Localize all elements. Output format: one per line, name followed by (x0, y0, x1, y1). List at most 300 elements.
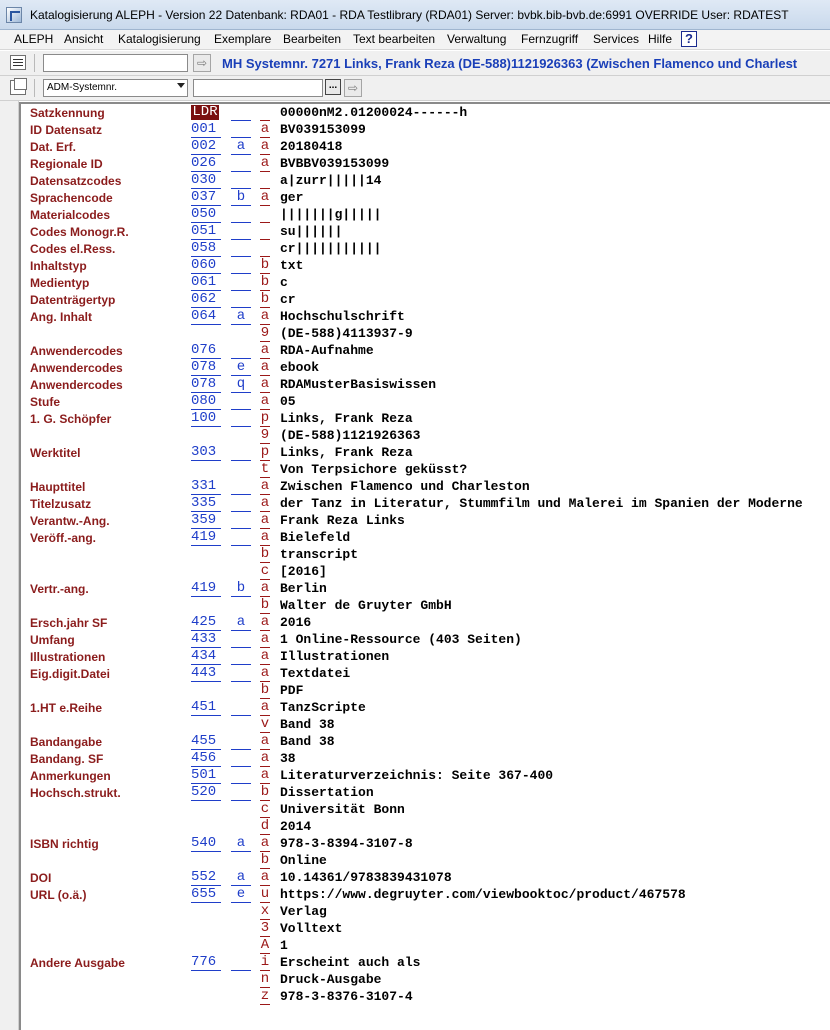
field-row[interactable] (0, 852, 830, 869)
field-label: Stufe (30, 395, 60, 409)
field-row[interactable] (0, 308, 830, 325)
field-row[interactable] (0, 563, 830, 580)
window-title: Katalogisierung ALEPH - Version 22 Datenbank: RDA01 - RDA Testlibrary (RDA01) Server: bvbk.bib-bvb.de:6991 OVERRIDE User: RDATEST (30, 8, 789, 22)
field-label: Titelzusatz (30, 497, 92, 511)
field-tag[interactable]: 540 (191, 836, 221, 852)
toolbar-search (0, 76, 830, 101)
field-row[interactable] (0, 937, 830, 954)
field-value[interactable]: 2014 (280, 819, 312, 834)
field-tag[interactable]: 451 (191, 700, 221, 716)
subfield-code[interactable]: x (260, 903, 270, 919)
field-row[interactable] (0, 580, 830, 597)
field-tag[interactable]: 076 (191, 343, 221, 359)
subfield-code[interactable]: p (260, 410, 270, 426)
field-value[interactable]: PDF (280, 683, 304, 698)
subfield-code[interactable]: a (260, 631, 270, 647)
field-indicator[interactable]: a (231, 836, 251, 852)
field-value[interactable]: Textdatei (280, 666, 351, 681)
field-indicator[interactable] (231, 530, 251, 546)
field-label: 1. G. Schöpfer (30, 412, 112, 426)
field-indicator[interactable] (231, 513, 251, 529)
field-row[interactable] (0, 954, 830, 971)
subfield-code[interactable]: c (260, 563, 270, 579)
subfield-code[interactable]: p (260, 444, 270, 460)
field-value[interactable]: su|||||| (280, 224, 343, 239)
search-input[interactable] (193, 79, 323, 97)
subfield-code[interactable]: n (260, 971, 270, 987)
field-tag[interactable]: 080 (191, 394, 221, 410)
field-value[interactable]: Hochschulschrift (280, 309, 405, 324)
field-indicator[interactable]: a (231, 870, 251, 886)
field-tag[interactable]: 455 (191, 734, 221, 750)
field-row[interactable] (0, 206, 830, 223)
field-row[interactable] (0, 359, 830, 376)
field-value[interactable]: 1 Online-Ressource (403 Seiten) (280, 632, 522, 647)
field-value[interactable]: Bielefeld (280, 530, 351, 545)
field-row[interactable] (0, 767, 830, 784)
field-row[interactable] (0, 512, 830, 529)
field-value[interactable]: Illustrationen (280, 649, 390, 664)
toolbar-record (0, 51, 830, 76)
field-tag[interactable]: 434 (191, 649, 221, 665)
field-tag[interactable]: 433 (191, 632, 221, 648)
field-tag[interactable]: 335 (191, 496, 221, 512)
field-value[interactable]: RDA-Aufnahme (280, 343, 374, 358)
field-indicator[interactable] (231, 479, 251, 495)
subfield-code[interactable]: a (260, 308, 270, 324)
field-row[interactable] (0, 614, 830, 631)
menu-verwaltung[interactable]: Verwaltung (447, 32, 507, 46)
field-label: Bandangabe (30, 735, 103, 749)
field-indicator[interactable] (231, 241, 251, 257)
field-indicator[interactable] (231, 666, 251, 682)
field-tag[interactable]: 058 (191, 241, 221, 257)
field-row[interactable] (0, 631, 830, 648)
field-value[interactable]: Links, Frank Reza (280, 445, 413, 460)
field-value[interactable]: Erscheint auch als (280, 955, 421, 970)
field-row[interactable] (0, 801, 830, 818)
field-row[interactable] (0, 682, 830, 699)
menu-bar (0, 30, 830, 50)
search-type-value: ADM-Systemnr. (47, 82, 118, 93)
field-row[interactable] (0, 121, 830, 138)
field-tag[interactable]: 359 (191, 513, 221, 529)
field-tag[interactable]: 078 (191, 360, 221, 376)
field-row[interactable] (0, 274, 830, 291)
field-value[interactable]: Universität Bonn (280, 802, 405, 817)
field-row[interactable] (0, 869, 830, 886)
field-indicator[interactable] (231, 207, 251, 223)
field-indicator[interactable] (231, 700, 251, 716)
subfield-code[interactable]: a (260, 835, 270, 851)
field-value[interactable]: a|zurr|||||14 (280, 173, 382, 188)
field-tag[interactable]: 776 (191, 955, 221, 971)
field-value[interactable]: 1 (280, 938, 288, 953)
field-indicator[interactable] (231, 156, 251, 172)
field-value[interactable]: 05 (280, 394, 296, 409)
subfield-code[interactable]: a (260, 393, 270, 409)
field-row[interactable] (0, 903, 830, 920)
subfield-code[interactable]: a (260, 699, 270, 715)
field-indicator[interactable] (231, 275, 251, 291)
field-value[interactable]: Band 38 (280, 717, 335, 732)
field-label: Ersch.jahr SF (30, 616, 108, 630)
field-value[interactable]: Berlin (280, 581, 327, 596)
field-label: Umfang (30, 633, 75, 647)
field-tag[interactable]: 061 (191, 275, 221, 291)
field-row[interactable] (0, 291, 830, 308)
field-tag[interactable]: 419 (191, 581, 221, 597)
field-tag[interactable]: 443 (191, 666, 221, 682)
field-label: Anwendercodes (30, 344, 123, 358)
field-value[interactable]: RDAMusterBasiswissen (280, 377, 437, 392)
subfield-code[interactable] (260, 105, 270, 121)
subfield-code[interactable]: A (260, 937, 270, 953)
subfield-code[interactable]: a (260, 750, 270, 766)
field-tag[interactable]: 050 (191, 207, 221, 223)
field-indicator[interactable] (231, 785, 251, 801)
subfield-code[interactable]: a (260, 733, 270, 749)
field-row[interactable] (0, 495, 830, 512)
menu-fernzugriff[interactable]: Fernzugriff (521, 32, 579, 46)
subfield-code[interactable] (260, 173, 270, 189)
field-label: URL (o.ä.) (30, 888, 87, 902)
field-label: Andere Ausgabe (30, 956, 125, 970)
field-indicator[interactable]: a (231, 615, 251, 631)
field-label: Medientyp (30, 276, 90, 290)
field-value[interactable]: 10.14361/9783839431078 (280, 870, 452, 885)
subfield-code[interactable]: b (260, 257, 270, 273)
field-indicator[interactable] (231, 173, 251, 189)
app-icon (6, 7, 22, 23)
menu-hilfe[interactable]: Hilfe (648, 32, 673, 46)
field-label: Anwendercodes (30, 361, 123, 375)
field-value[interactable]: 00000nM2.01200024------h (280, 105, 468, 120)
subfield-code[interactable]: a (260, 869, 270, 885)
subfield-code[interactable]: a (260, 342, 270, 358)
field-row[interactable] (0, 104, 830, 121)
field-indicator[interactable] (231, 496, 251, 512)
field-tag[interactable]: 419 (191, 530, 221, 546)
field-label: DOI (30, 871, 52, 885)
field-row[interactable] (0, 189, 830, 206)
field-value[interactable]: (DE-588)4113937-9 (280, 326, 413, 341)
field-label: ID Datensatz (30, 123, 103, 137)
subfield-code[interactable]: u (260, 886, 270, 902)
field-tag[interactable]: 655 (191, 887, 221, 903)
field-tag[interactable]: 002 (191, 139, 221, 155)
field-row[interactable] (0, 325, 830, 342)
cataloging-editor (0, 101, 830, 1030)
field-indicator[interactable]: e (231, 887, 251, 903)
field-tag[interactable]: 026 (191, 156, 221, 172)
field-row[interactable] (0, 155, 830, 172)
field-label: Dat. Erf. (30, 140, 77, 154)
field-value[interactable]: BVBBV039153099 (280, 156, 390, 171)
field-label: Inhaltstyp (30, 259, 87, 273)
field-tag[interactable]: 552 (191, 870, 221, 886)
field-indicator[interactable] (231, 734, 251, 750)
menu-katalogisierung[interactable]: Katalogisierung (118, 32, 201, 46)
field-row[interactable] (0, 716, 830, 733)
field-row[interactable] (0, 597, 830, 614)
field-label: Anwendercodes (30, 378, 123, 392)
subfield-code[interactable]: b (260, 852, 270, 868)
field-indicator[interactable] (231, 768, 251, 784)
menu-text-bearbeiten[interactable]: Text bearbeiten (353, 32, 436, 46)
field-tag[interactable]: 520 (191, 785, 221, 801)
field-tag[interactable]: 331 (191, 479, 221, 495)
subfield-code[interactable]: b (260, 597, 270, 613)
subfield-code[interactable]: v (260, 716, 270, 732)
field-row[interactable] (0, 240, 830, 257)
field-value[interactable]: ebook (280, 360, 320, 375)
field-row[interactable] (0, 665, 830, 682)
copy-icon[interactable] (10, 80, 26, 95)
field-label: Haupttitel (30, 480, 86, 494)
field-row[interactable] (0, 818, 830, 835)
field-label: Anmerkungen (30, 769, 111, 783)
field-label: Illustrationen (30, 650, 106, 664)
field-value[interactable]: c (280, 275, 288, 290)
subfield-code[interactable]: a (260, 376, 270, 392)
subfield-code[interactable]: a (260, 614, 270, 630)
field-label: Materialcodes (30, 208, 111, 222)
field-row[interactable] (0, 750, 830, 767)
toolbar-divider (34, 54, 35, 72)
field-value[interactable]: [2016] (280, 564, 327, 579)
subfield-code[interactable]: a (260, 512, 270, 528)
field-indicator[interactable] (231, 632, 251, 648)
field-row[interactable] (0, 546, 830, 563)
field-label: Ang. Inhalt (30, 310, 92, 324)
field-value[interactable]: Von Terpsichore geküsst? (280, 462, 468, 477)
field-indicator[interactable] (231, 105, 251, 121)
list-icon[interactable] (10, 55, 26, 70)
field-indicator[interactable] (231, 292, 251, 308)
field-tag[interactable]: 078 (191, 377, 221, 393)
field-value[interactable]: 2016 (280, 615, 312, 630)
subfield-code[interactable]: a (260, 478, 270, 494)
subfield-code[interactable]: 9 (260, 427, 270, 443)
field-value[interactable]: Dissertation (280, 785, 374, 800)
subfield-code[interactable]: d (260, 818, 270, 834)
subfield-code[interactable]: a (260, 767, 270, 783)
field-value[interactable]: TanzScripte (280, 700, 366, 715)
field-row[interactable] (0, 733, 830, 750)
subfield-code[interactable]: b (260, 784, 270, 800)
field-label: Eig.digit.Datei (30, 667, 111, 681)
field-indicator[interactable]: a (231, 139, 251, 155)
field-indicator[interactable]: a (231, 309, 251, 325)
go-arrow-icon[interactable]: ⇨ (193, 54, 211, 72)
field-row[interactable] (0, 461, 830, 478)
subfield-code[interactable]: t (260, 461, 270, 477)
subfield-code[interactable]: b (260, 291, 270, 307)
field-row[interactable] (0, 971, 830, 988)
subfield-code[interactable]: a (260, 529, 270, 545)
field-row[interactable] (0, 342, 830, 359)
field-row[interactable] (0, 529, 830, 546)
subfield-code[interactable] (260, 207, 270, 223)
field-indicator[interactable] (231, 751, 251, 767)
field-value[interactable]: txt (280, 258, 304, 273)
field-indicator[interactable]: q (231, 377, 251, 393)
chevron-down-icon (177, 83, 185, 88)
field-row[interactable] (0, 478, 830, 495)
subfield-code[interactable] (260, 224, 270, 240)
field-value[interactable]: Druck-Ausgabe (280, 972, 382, 987)
field-indicator[interactable] (231, 343, 251, 359)
field-value[interactable]: 20180418 (280, 139, 343, 154)
field-indicator[interactable] (231, 258, 251, 274)
browse-button[interactable]: ... (325, 79, 341, 95)
field-row[interactable] (0, 223, 830, 240)
subfield-code[interactable]: i (260, 954, 270, 970)
field-label: Codes Monogr.R. (30, 225, 129, 239)
field-value[interactable]: Verlag (280, 904, 327, 919)
field-value[interactable]: |||||||g||||| (280, 207, 382, 222)
field-tag[interactable]: 303 (191, 445, 221, 461)
field-row[interactable] (0, 920, 830, 937)
field-indicator[interactable]: e (231, 360, 251, 376)
field-row[interactable] (0, 427, 830, 444)
subfield-code[interactable]: a (260, 648, 270, 664)
field-tag[interactable]: 062 (191, 292, 221, 308)
field-label: Veröff.-ang. (30, 531, 97, 545)
field-indicator[interactable] (231, 955, 251, 971)
field-indicator[interactable]: b (231, 190, 251, 206)
subfield-code[interactable] (260, 241, 270, 257)
field-value[interactable]: transcript (280, 547, 359, 562)
field-value[interactable]: BV039153099 (280, 122, 366, 137)
subfield-code[interactable]: a (260, 665, 270, 681)
field-value[interactable]: Volltext (280, 921, 343, 936)
field-row[interactable] (0, 886, 830, 903)
subfield-code[interactable]: c (260, 801, 270, 817)
field-label: Regionale ID (30, 157, 103, 171)
toolbar-divider (34, 79, 35, 97)
field-label: Datenträgertyp (30, 293, 116, 307)
subfield-code[interactable]: a (260, 121, 270, 137)
menu-ansicht[interactable]: Ansicht (64, 32, 104, 46)
field-tag[interactable]: LDR (192, 104, 218, 120)
field-label: Vertr.-ang. (30, 582, 89, 596)
field-row[interactable] (0, 444, 830, 461)
field-value[interactable]: (DE-588)1121926363 (280, 428, 421, 443)
field-value[interactable]: 978-3-8394-3107-8 (280, 836, 413, 851)
field-value[interactable]: Frank Reza Links (280, 513, 405, 528)
field-indicator[interactable] (231, 411, 251, 427)
field-tag[interactable]: 100 (191, 411, 221, 427)
field-tag[interactable]: 501 (191, 768, 221, 784)
field-tag[interactable]: 037 (191, 190, 221, 206)
field-indicator[interactable] (231, 445, 251, 461)
field-row[interactable] (0, 699, 830, 716)
field-tag[interactable]: 425 (191, 615, 221, 631)
subfield-code[interactable]: a (260, 155, 270, 171)
field-value[interactable]: 38 (280, 751, 296, 766)
field-label: Hochsch.strukt. (30, 786, 121, 800)
field-value[interactable]: Links, Frank Reza (280, 411, 413, 426)
field-row[interactable] (0, 835, 830, 852)
field-tag[interactable]: 060 (191, 258, 221, 274)
subfield-code[interactable]: 9 (260, 325, 270, 341)
field-row[interactable] (0, 648, 830, 665)
menu-exemplare[interactable]: Exemplare (214, 32, 272, 46)
field-row[interactable] (0, 376, 830, 393)
field-label: Satzkennung (30, 106, 105, 120)
field-indicator[interactable] (231, 224, 251, 240)
field-indicator[interactable] (231, 122, 251, 138)
field-row[interactable] (0, 257, 830, 274)
field-row[interactable] (0, 138, 830, 155)
field-label: 1.HT e.Reihe (30, 701, 103, 715)
subfield-code[interactable]: b (260, 682, 270, 698)
menu-bearbeiten[interactable]: Bearbeiten (283, 32, 342, 46)
subfield-code[interactable]: a (260, 580, 270, 596)
subfield-code[interactable]: 3 (260, 920, 270, 936)
field-tag[interactable]: 456 (191, 751, 221, 767)
field-indicator[interactable] (231, 649, 251, 665)
field-label: Werktitel (30, 446, 81, 460)
menu-services[interactable]: Services (593, 32, 640, 46)
record-info: MH Systemnr. 7271 Links, Frank Reza (DE-588)1121926363 (Zwischen Flamenco und Charlest (222, 56, 798, 71)
field-value[interactable]: Literaturverzeichnis: Seite 367-400 (280, 768, 554, 783)
field-value[interactable]: https://www.degruyter.com/viewbooktoc/product/467578 (280, 887, 686, 902)
system-number-input[interactable] (43, 54, 188, 72)
search-type-select[interactable] (43, 79, 188, 97)
field-value[interactable]: cr||||||||||| (280, 241, 382, 256)
field-label: Verantw.-Ang. (30, 514, 110, 528)
field-value[interactable]: cr (280, 292, 296, 307)
field-value[interactable]: der Tanz in Literatur, Stummfilm und Malerei im Spanien der Moderne (280, 496, 803, 511)
field-value[interactable]: Walter de Gruyter GmbH (280, 598, 452, 613)
field-row[interactable] (0, 410, 830, 427)
title-bar (0, 0, 830, 30)
field-row[interactable] (0, 393, 830, 410)
field-tag[interactable]: 001 (191, 122, 221, 138)
field-row[interactable] (0, 172, 830, 189)
subfield-code[interactable]: a (260, 359, 270, 375)
field-label: Codes el.Ress. (30, 242, 116, 256)
field-label: Datensatzcodes (30, 174, 122, 188)
subfield-code[interactable]: b (260, 546, 270, 562)
go-arrow-icon[interactable]: ⇨ (344, 79, 362, 97)
menu-aleph[interactable]: ALEPH (14, 32, 54, 46)
field-value[interactable]: Online (280, 853, 327, 868)
field-value[interactable]: ger (280, 190, 304, 205)
field-label: ISBN richtig (30, 837, 99, 851)
field-label: Bandang. SF (30, 752, 104, 766)
subfield-code[interactable]: z (260, 988, 270, 1004)
subfield-code[interactable]: a (260, 138, 270, 154)
field-tag[interactable]: 064 (191, 309, 221, 325)
field-row[interactable] (0, 784, 830, 801)
subfield-code[interactable]: b (260, 274, 270, 290)
field-indicator[interactable] (231, 394, 251, 410)
field-tag[interactable]: 030 (191, 173, 221, 189)
field-value[interactable]: Zwischen Flamenco und Charleston (280, 479, 530, 494)
field-row[interactable] (0, 988, 830, 1005)
field-value[interactable]: Band 38 (280, 734, 335, 749)
field-value[interactable]: 978-3-8376-3107-4 (280, 989, 413, 1004)
help-icon[interactable]: ? (681, 31, 697, 47)
field-indicator[interactable]: b (231, 581, 251, 597)
subfield-code[interactable]: a (260, 495, 270, 511)
subfield-code[interactable]: a (260, 189, 270, 205)
field-tag[interactable]: 051 (191, 224, 221, 240)
